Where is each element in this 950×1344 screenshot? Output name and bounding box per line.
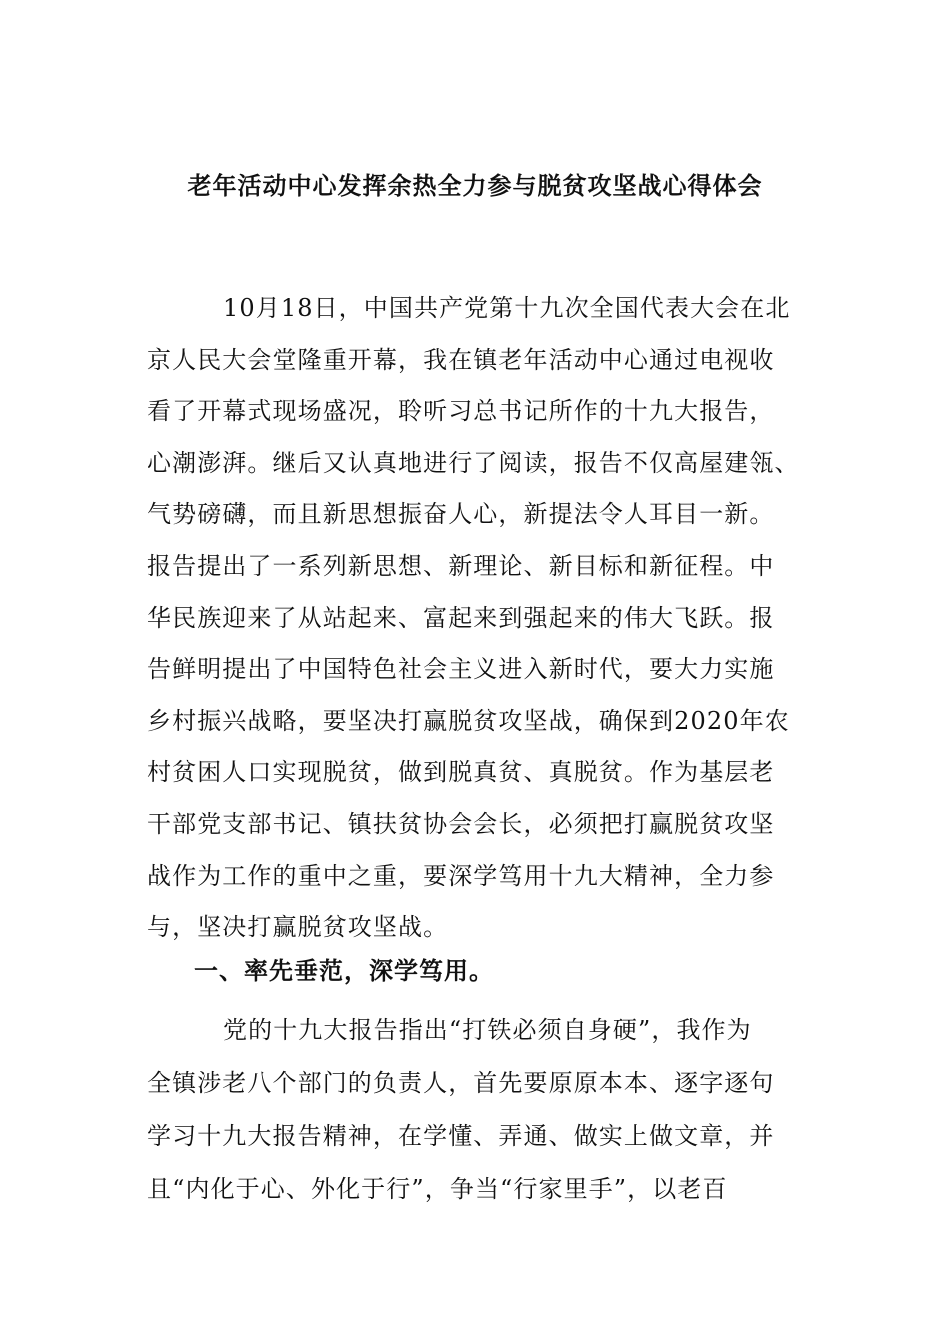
paragraph-line: 心潮澎湃。继后又认真地进行了阅读，报告不仅高屋建瓴、 — [147, 448, 800, 477]
paragraph-line: 看了开幕式现场盛况，聆听习总书记所作的十九大报告， — [147, 397, 775, 426]
paragraph-line: 战作为工作的重中之重，要深学笃用十九大精神，全力参 — [147, 861, 775, 890]
paragraph-line: 全镇涉老八个部门的负责人，首先要原原本本、逐字逐句 — [147, 1069, 775, 1097]
section-heading-1: 一、率先垂范，深学笃用。 — [194, 957, 494, 985]
document-title: 老年活动中心发挥余热全力参与脱贫攻坚战心得体会 — [187, 172, 763, 200]
paragraph-line: 与，坚决打赢脱贫攻坚战。 — [147, 913, 449, 942]
paragraph-line: 10月18日，中国共产党第十九次全国代表大会在北 — [223, 294, 791, 322]
paragraph-line: 干部党支部书记、镇扶贫协会会长，必须把打赢脱贫攻坚 — [147, 809, 775, 838]
paragraph-section-1 — [147, 1004, 807, 1216]
paragraph-line: 党的十九大报告指出“打铁必须自身硬”，我作为 — [223, 1016, 752, 1044]
paragraph-intro — [147, 283, 807, 954]
paragraph-line: 报告提出了一系列新思想、新理论、新目标和新征程。中 — [147, 551, 775, 580]
paragraph-line: 村贫困人口实现脱贫，做到脱真贫、真脱贫。作为基层老 — [147, 758, 775, 787]
paragraph-line: 京人民大会堂隆重开幕，我在镇老年活动中心通过电视收 — [147, 345, 775, 374]
paragraph-line: 华民族迎来了从站起来、富起来到强起来的伟大飞跃。报 — [147, 603, 775, 632]
paragraph-line: 且“内化于心、外化于行”，争当“行家里手”，以老百 — [147, 1175, 728, 1203]
paragraph-line: 气势磅礴，而且新思想振奋人心，新提法令人耳目一新。 — [147, 500, 775, 529]
paragraph-line: 告鲜明提出了中国特色社会主义进入新时代，要大力实施 — [147, 655, 775, 684]
paragraph-line: 乡村振兴战略，要坚决打赢脱贫攻坚战，确保到2020年农 — [147, 706, 790, 735]
paragraph-line: 学习十九大报告精神，在学懂、弄通、做实上做文章，并 — [147, 1122, 775, 1150]
